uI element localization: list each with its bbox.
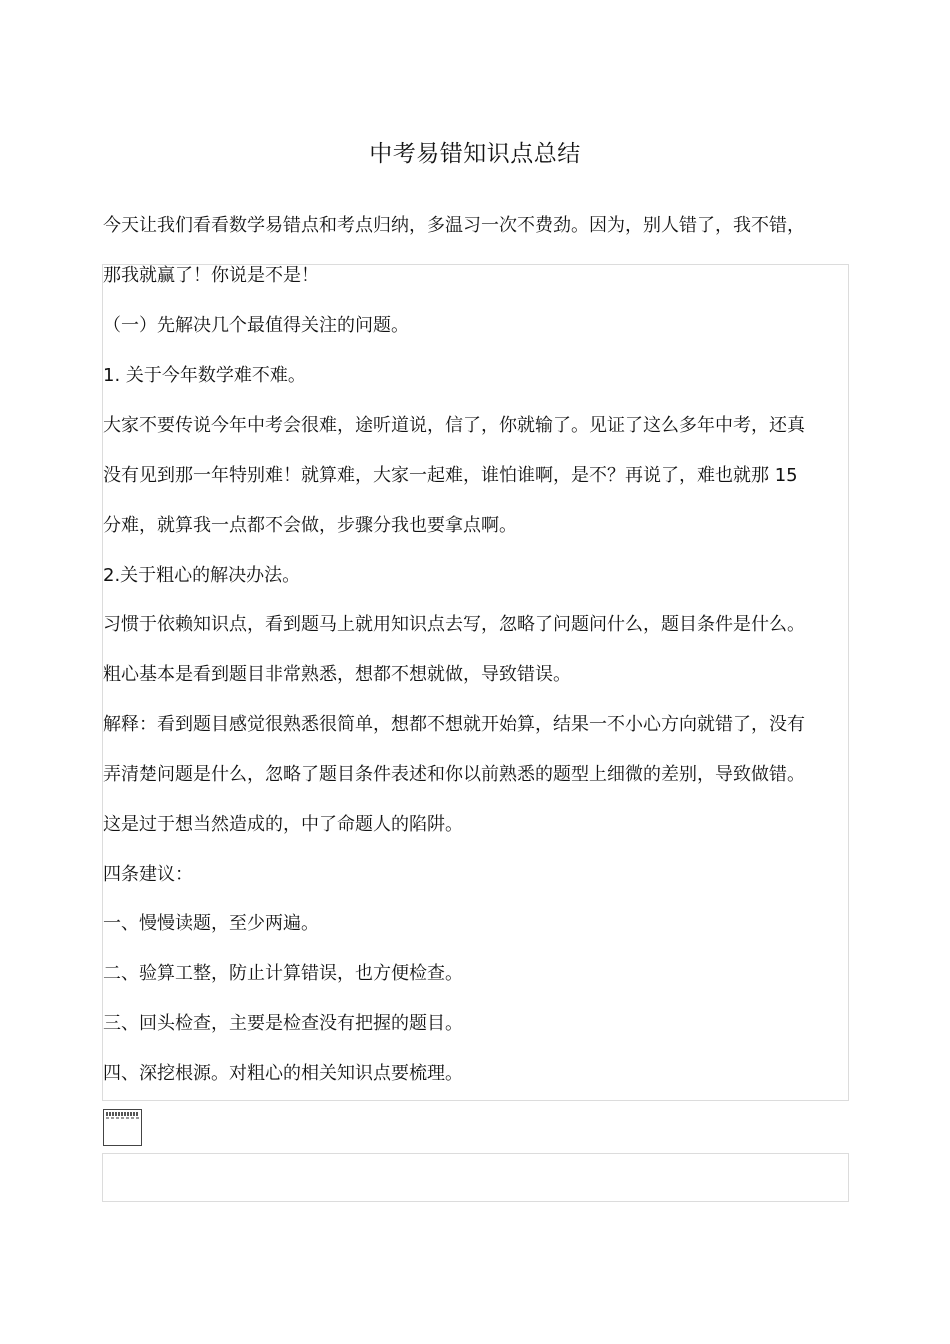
thumbnail-header <box>106 1112 139 1116</box>
subsection-heading: 1. 关于今年数学难不难。 <box>103 365 306 386</box>
paragraph-line: 弄清楚问题是什么，忽略了题目条件表述和你以前熟悉的题型上细微的差别，导致做错。 <box>103 764 805 785</box>
empty-frame <box>102 1153 849 1202</box>
thumbnail-text <box>106 1117 139 1119</box>
paragraph-line: 这是过于想当然造成的，中了命题人的陷阱。 <box>103 814 463 835</box>
paragraph-line: 没有见到那一年特别难！就算难，大家一起难，谁怕谁啊，是不？再说了，难也就那 15 <box>103 465 798 486</box>
list-item: 二、验算工整，防止计算错误，也方便检查。 <box>103 963 463 984</box>
list-item: 四、深挖根源。对粗心的相关知识点要梳理。 <box>103 1063 463 1084</box>
paragraph-line: 习惯于依赖知识点，看到题马上就用知识点去写，忽略了问题问什么，题目条件是什么。 <box>103 614 805 635</box>
paragraph-line: 解释：看到题目感觉很熟悉很简单，想都不想就开始算，结果一不小心方向就错了，没有 <box>103 714 805 735</box>
embedded-image-thumbnail <box>103 1109 142 1146</box>
paragraph-line: 粗心基本是看到题目非常熟悉，想都不想就做，导致错误。 <box>103 664 571 685</box>
list-item: 一、慢慢读题，至少两遍。 <box>103 913 319 934</box>
paragraph-line: 今天让我们看看数学易错点和考点归纳，多温习一次不费劲。因为，别人错了，我不错， <box>103 215 805 236</box>
paragraph-line: 大家不要传说今年中考会很难，途听道说，信了，你就输了。见证了这么多年中考，还真 <box>103 415 805 436</box>
subsection-heading: 2.关于粗心的解决办法。 <box>103 565 301 586</box>
document-title: 中考易错知识点总结 <box>369 141 581 167</box>
list-item: 三、回头检查，主要是检查没有把握的题目。 <box>103 1013 463 1034</box>
paragraph-line: 分难，就算我一点都不会做，步骤分我也要拿点啊。 <box>103 515 517 536</box>
paragraph-line: 那我就赢了！你说是不是！ <box>103 265 319 286</box>
list-heading: 四条建议： <box>103 864 193 885</box>
section-heading: （一）先解决几个最值得关注的问题。 <box>103 315 409 336</box>
